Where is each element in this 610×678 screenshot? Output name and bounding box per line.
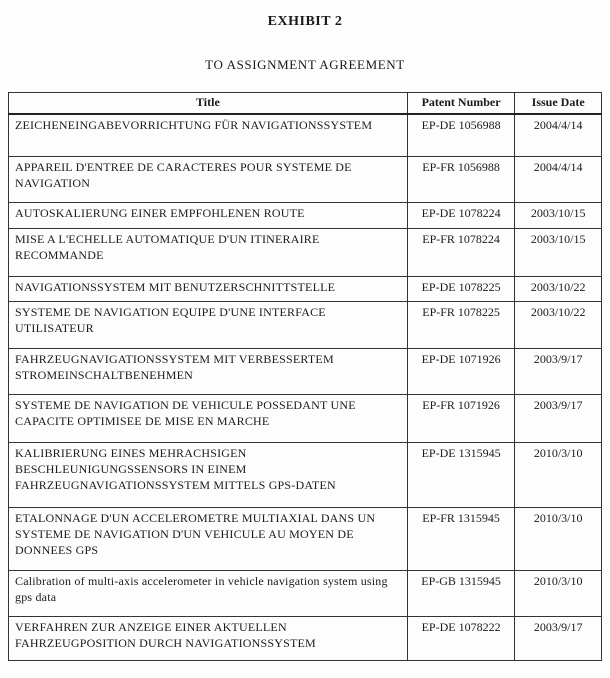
table-row bbox=[9, 442, 602, 507]
patent-title-cell: FAHRZEUGNAVIGATIONSSYSTEM MIT VERBESSERTEM STROMEINSCHALTBENEHMEN bbox=[9, 348, 408, 394]
issue-date-cell: 2003/10/22 bbox=[515, 276, 602, 301]
patent-title-cell: ETALONNAGE D'UN ACCELEROMETRE MULTIAXIAL DANS UN SYSTEME DE NAVIGATION D'UN VEHICULE AU MOYEN DE DONNEES GPS bbox=[9, 507, 408, 570]
column-header-issue-date: Issue Date bbox=[515, 93, 602, 115]
patent-title-cell: APPAREIL D'ENTREE DE CARACTERES POUR SYSTEME DE NAVIGATION bbox=[9, 156, 408, 202]
issue-date-cell: 2004/4/14 bbox=[515, 156, 602, 202]
patent-table bbox=[8, 92, 602, 661]
patent-number-cell: EP-FR 1056988 bbox=[407, 156, 515, 202]
patent-number-cell: EP-FR 1078224 bbox=[407, 228, 515, 276]
patent-title-cell: NAVIGATIONSSYSTEM MIT BENUTZERSCHNITTSTELLE bbox=[9, 276, 408, 301]
table-row bbox=[9, 570, 602, 616]
issue-date-cell: 2010/3/10 bbox=[515, 570, 602, 616]
issue-date-cell: 2003/9/17 bbox=[515, 616, 602, 660]
patent-number-cell: EP-FR 1315945 bbox=[407, 507, 515, 570]
patent-number-cell: EP-DE 1056988 bbox=[407, 114, 515, 156]
table-row bbox=[9, 228, 602, 276]
patent-title-cell: SYSTEME DE NAVIGATION EQUIPE D'UNE INTERFACE UTILISATEUR bbox=[9, 301, 408, 348]
table-row bbox=[9, 276, 602, 301]
column-header-patent-number: Patent Number bbox=[407, 93, 515, 115]
patent-title-cell: VERFAHREN ZUR ANZEIGE EINER AKTUELLEN FAHRZEUGPOSITION DURCH NAVIGATIONSSYSTEM bbox=[9, 616, 408, 660]
patent-number-cell: EP-FR 1078225 bbox=[407, 301, 515, 348]
table-row bbox=[9, 616, 602, 660]
patent-number-cell: EP-FR 1071926 bbox=[407, 394, 515, 442]
patent-title-cell: KALIBRIERUNG EINES MEHRACHSIGEN BESCHLEUNIGUNGSSENSORS IN EINEM FAHRZEUGNAVIGATIONSSYSTEM MITTELS GPS-DATEN bbox=[9, 442, 408, 507]
table-row bbox=[9, 301, 602, 348]
table-row bbox=[9, 202, 602, 228]
issue-date-cell: 2010/3/10 bbox=[515, 507, 602, 570]
table-row bbox=[9, 114, 602, 156]
table-header-row bbox=[9, 93, 602, 115]
issue-date-cell: 2003/10/22 bbox=[515, 301, 602, 348]
issue-date-cell: 2003/9/17 bbox=[515, 348, 602, 394]
table-row bbox=[9, 348, 602, 394]
issue-date-cell: 2003/10/15 bbox=[515, 228, 602, 276]
exhibit-heading: EXHIBIT 2 bbox=[267, 14, 343, 29]
issue-date-cell: 2004/4/14 bbox=[515, 114, 602, 156]
issue-date-cell: 2003/9/17 bbox=[515, 394, 602, 442]
patent-title-cell: MISE A L'ECHELLE AUTOMATIQUE D'UN ITINERAIRE RECOMMANDE bbox=[9, 228, 408, 276]
issue-date-cell: 2010/3/10 bbox=[515, 442, 602, 507]
patent-number-cell: EP-DE 1071926 bbox=[407, 348, 515, 394]
patent-number-cell: EP-DE 1315945 bbox=[407, 442, 515, 507]
patent-number-cell: EP-DE 1078225 bbox=[407, 276, 515, 301]
patent-title-cell: AUTOSKALIERUNG EINER EMPFOHLENEN ROUTE bbox=[9, 202, 408, 228]
exhibit-subheading: TO ASSIGNMENT AGREEMENT bbox=[205, 57, 405, 72]
patent-number-cell: EP-GB 1315945 bbox=[407, 570, 515, 616]
table-row bbox=[9, 156, 602, 202]
patent-number-cell: EP-DE 1078222 bbox=[407, 616, 515, 660]
patent-title-cell: Calibration of multi-axis accelerometer in vehicle navigation system using gps data bbox=[9, 570, 408, 616]
table-row bbox=[9, 394, 602, 442]
patent-number-cell: EP-DE 1078224 bbox=[407, 202, 515, 228]
patent-title-cell: SYSTEME DE NAVIGATION DE VEHICULE POSSEDANT UNE CAPACITE OPTIMISEE DE MISE EN MARCHE bbox=[9, 394, 408, 442]
issue-date-cell: 2003/10/15 bbox=[515, 202, 602, 228]
table-row bbox=[9, 507, 602, 570]
column-header-title: Title bbox=[9, 93, 408, 115]
patent-title-cell: ZEICHENEINGABEVORRICHTUNG FÜR NAVIGATIONSSYSTEM bbox=[9, 114, 408, 156]
